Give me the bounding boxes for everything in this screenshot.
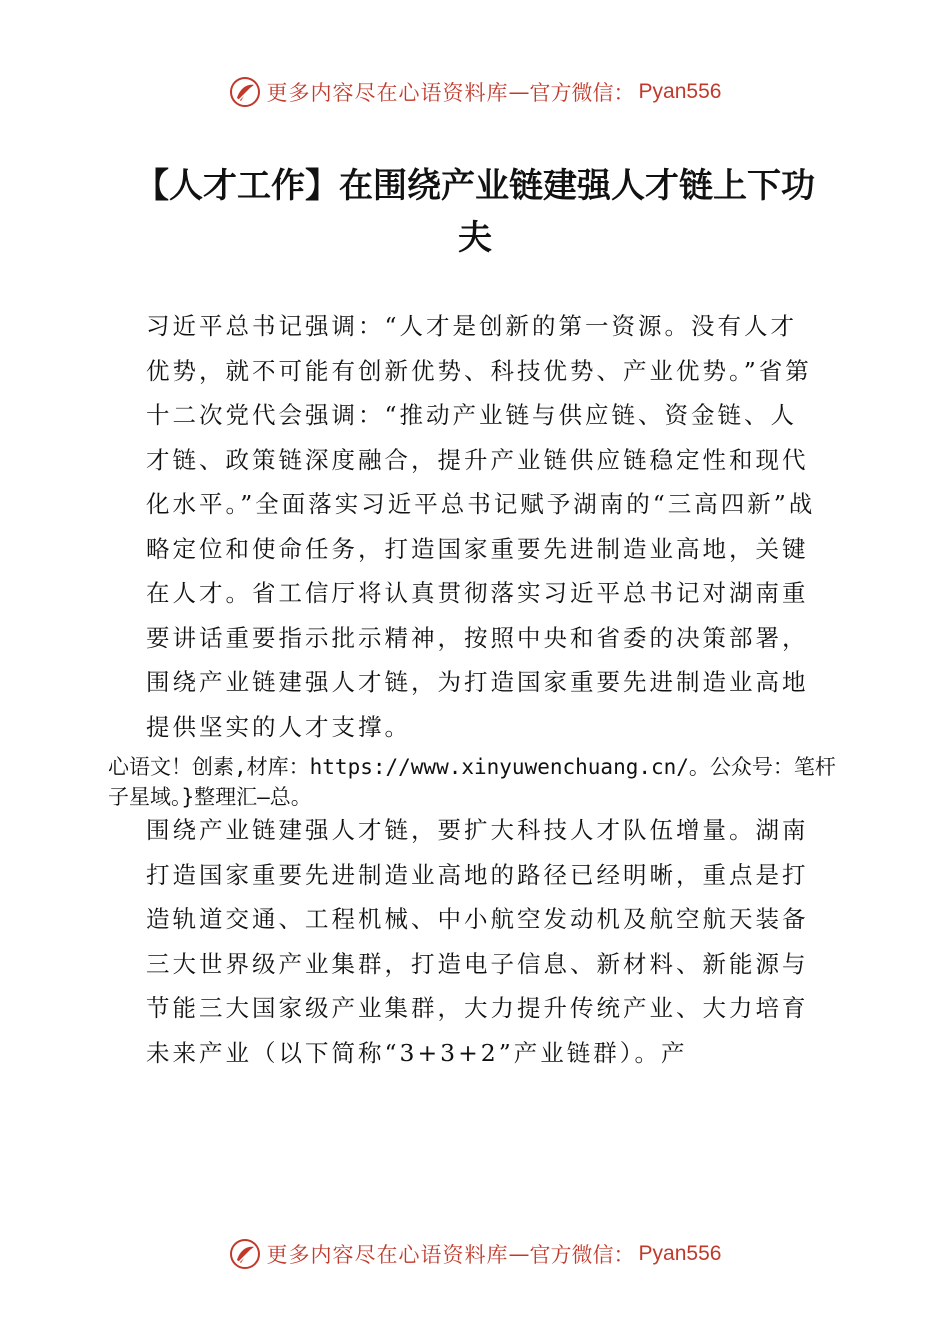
scroll-ribbon-logo-icon — [229, 76, 261, 108]
footer-banner-separator: — — [508, 1242, 530, 1266]
footer-banner-text: 更多内容尽在心语资料库 — [266, 1243, 509, 1267]
body-paragraph-1: 习近平总书记强调：“人才是创新的第一资源。没有人才优势，就不可能有创新优势、科技优势、产业优势。”省第十二次党代会强调：“推动产业链与供应链、资金链、人才链、政策链深度融合，提升产业链供应链稳定性和现代化水平。”全面落实习近平总书记赋予湖南的“三高四新”战略定位和使命任务，打造国家重要先进制造业高地，关键在人才。省工信厅将认真贯彻落实习近平总书记对湖南重要讲话重要指示批示精神，按照中央和省委的决策部署，围绕产业链建强人才链，为打造国家重要先进制造业高地提供坚实的人才支撑。 — [146, 312, 816, 741]
header-banner-text: 更多内容尽在心语资料库 — [266, 81, 509, 105]
header-wechat-id: Pyan556 — [638, 80, 722, 103]
footer-wechat-label: 官方微信： — [529, 1243, 635, 1267]
document-title: 【人才工作】在围绕产业链建强人才链上下功夫 — [135, 166, 815, 258]
header-banner-separator: — — [508, 80, 530, 104]
header-banner — [0, 72, 950, 112]
footer-wechat-id: Pyan556 — [638, 1242, 722, 1265]
body-paragraph-2: 围绕产业链建强人才链，要扩大科技人才队伍增量。湖南打造国家重要先进制造业高地的路径已经明晰，重点是打造轨道交通、工程机械、中小航空发动机及航空航天装备三大世界级产业集群，打造电子信息、新材料、新能源与节能三大国家级产业集群，大力提升传统产业、大力培育未来产业（以下简称“3+3+2”产业链群）。产 — [146, 816, 809, 1067]
header-wechat-label: 官方微信： — [529, 81, 635, 105]
scroll-ribbon-logo-icon — [229, 1238, 261, 1270]
watermark-line: 心语文！创素,材库：https://www.xinyuwenchuang.cn/。公众号：笔杆子星域。}整理汇—总。 — [108, 755, 836, 809]
footer-banner — [0, 1234, 950, 1274]
